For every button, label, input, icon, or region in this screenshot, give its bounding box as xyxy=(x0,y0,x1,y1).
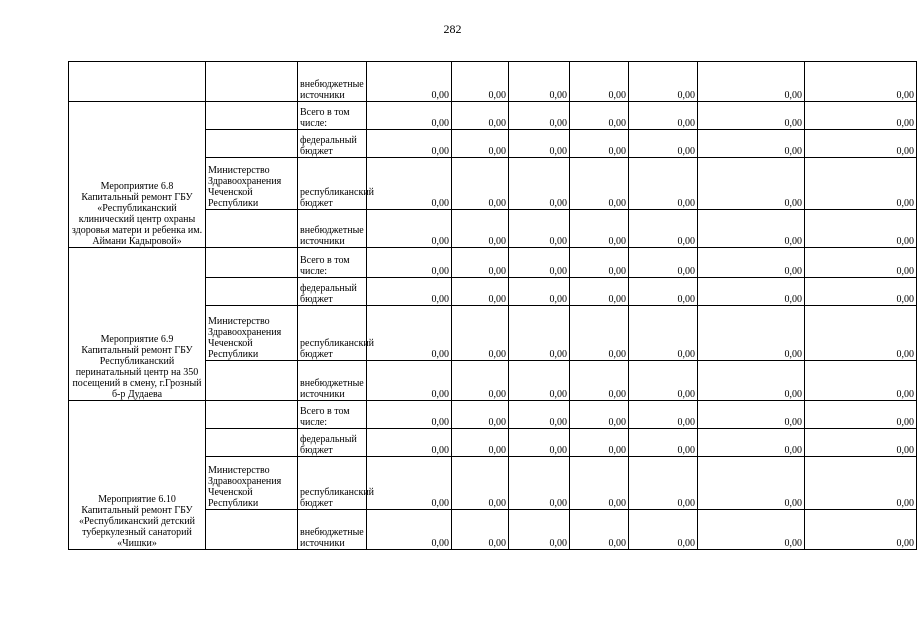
source-cell: Всего в том числе: xyxy=(298,102,367,130)
value-cell: 0,00 xyxy=(509,361,570,401)
value-cell: 0,00 xyxy=(805,429,917,457)
event-cell: Мероприятие 6.8 Капитальный ремонт ГБУ «Республиканский клинический центр охраны здоровья матери и ребенка им. Аймани Кадыровой» xyxy=(69,102,206,248)
source-cell: республиканский бюджет xyxy=(298,158,367,210)
value-cell: 0,00 xyxy=(805,278,917,306)
value-cell: 0,00 xyxy=(805,130,917,158)
value-cell: 0,00 xyxy=(698,429,805,457)
value-cell: 0,00 xyxy=(698,457,805,510)
value-cell: 0,00 xyxy=(629,429,698,457)
executor-cell xyxy=(206,510,298,550)
value-cell: 0,00 xyxy=(509,210,570,248)
value-cell: 0,00 xyxy=(452,306,509,361)
value-cell: 0,00 xyxy=(367,457,452,510)
value-cell: 0,00 xyxy=(452,510,509,550)
value-cell: 0,00 xyxy=(509,306,570,361)
value-cell: 0,00 xyxy=(805,457,917,510)
executor-cell xyxy=(206,62,298,102)
value-cell: 0,00 xyxy=(570,102,629,130)
value-cell: 0,00 xyxy=(698,306,805,361)
executor-cell xyxy=(206,278,298,306)
executor-cell: Министерство Здравоохранения Чеченской Республики xyxy=(206,306,298,361)
table-row xyxy=(69,102,917,130)
executor-cell xyxy=(206,429,298,457)
value-cell: 0,00 xyxy=(629,62,698,102)
value-cell: 0,00 xyxy=(509,510,570,550)
value-cell: 0,00 xyxy=(805,210,917,248)
executor-cell xyxy=(206,102,298,130)
value-cell: 0,00 xyxy=(698,401,805,429)
value-cell: 0,00 xyxy=(570,429,629,457)
value-cell: 0,00 xyxy=(452,62,509,102)
value-cell: 0,00 xyxy=(698,248,805,278)
table-row xyxy=(69,248,917,278)
value-cell: 0,00 xyxy=(509,102,570,130)
value-cell: 0,00 xyxy=(367,158,452,210)
source-cell: внебюджетные источники xyxy=(298,361,367,401)
value-cell: 0,00 xyxy=(452,102,509,130)
source-cell: федеральный бюджет xyxy=(298,130,367,158)
value-cell: 0,00 xyxy=(509,401,570,429)
executor-cell: Министерство Здравоохранения Чеченской Республики xyxy=(206,158,298,210)
executor-cell: Министерство Здравоохранения Чеченской Республики xyxy=(206,457,298,510)
value-cell: 0,00 xyxy=(367,62,452,102)
value-cell: 0,00 xyxy=(367,361,452,401)
value-cell: 0,00 xyxy=(367,510,452,550)
value-cell: 0,00 xyxy=(805,158,917,210)
value-cell: 0,00 xyxy=(509,158,570,210)
value-cell: 0,00 xyxy=(570,158,629,210)
value-cell: 0,00 xyxy=(452,248,509,278)
budget-table xyxy=(68,61,917,550)
value-cell: 0,00 xyxy=(698,210,805,248)
source-cell: внебюджетные источники xyxy=(298,62,367,102)
value-cell: 0,00 xyxy=(367,278,452,306)
value-cell: 0,00 xyxy=(805,102,917,130)
value-cell: 0,00 xyxy=(805,62,917,102)
value-cell: 0,00 xyxy=(367,102,452,130)
source-cell: федеральный бюджет xyxy=(298,278,367,306)
value-cell: 0,00 xyxy=(698,278,805,306)
source-cell: республиканский бюджет xyxy=(298,306,367,361)
value-cell: 0,00 xyxy=(629,278,698,306)
table-body xyxy=(69,62,917,550)
table-row xyxy=(69,62,917,102)
value-cell: 0,00 xyxy=(805,306,917,361)
value-cell: 0,00 xyxy=(367,210,452,248)
value-cell: 0,00 xyxy=(570,401,629,429)
value-cell: 0,00 xyxy=(452,401,509,429)
value-cell: 0,00 xyxy=(698,62,805,102)
value-cell: 0,00 xyxy=(570,306,629,361)
page-number: 282 xyxy=(443,22,462,36)
value-cell: 0,00 xyxy=(805,361,917,401)
value-cell: 0,00 xyxy=(509,278,570,306)
value-cell: 0,00 xyxy=(629,248,698,278)
value-cell: 0,00 xyxy=(509,457,570,510)
value-cell: 0,00 xyxy=(570,510,629,550)
value-cell: 0,00 xyxy=(452,210,509,248)
value-cell: 0,00 xyxy=(367,306,452,361)
executor-cell xyxy=(206,130,298,158)
value-cell: 0,00 xyxy=(629,510,698,550)
value-cell: 0,00 xyxy=(367,429,452,457)
value-cell: 0,00 xyxy=(629,210,698,248)
value-cell: 0,00 xyxy=(452,278,509,306)
value-cell: 0,00 xyxy=(698,510,805,550)
source-cell: внебюджетные источники xyxy=(298,510,367,550)
value-cell: 0,00 xyxy=(367,401,452,429)
value-cell: 0,00 xyxy=(698,130,805,158)
source-cell: Всего в том числе: xyxy=(298,401,367,429)
value-cell: 0,00 xyxy=(570,248,629,278)
executor-cell xyxy=(206,361,298,401)
source-cell: внебюджетные источники xyxy=(298,210,367,248)
value-cell: 0,00 xyxy=(698,102,805,130)
value-cell: 0,00 xyxy=(509,248,570,278)
value-cell: 0,00 xyxy=(805,401,917,429)
value-cell: 0,00 xyxy=(698,361,805,401)
value-cell: 0,00 xyxy=(509,429,570,457)
value-cell: 0,00 xyxy=(629,130,698,158)
value-cell: 0,00 xyxy=(805,248,917,278)
source-cell: федеральный бюджет xyxy=(298,429,367,457)
value-cell: 0,00 xyxy=(629,401,698,429)
source-cell: республиканский бюджет xyxy=(298,457,367,510)
value-cell: 0,00 xyxy=(367,248,452,278)
value-cell: 0,00 xyxy=(452,429,509,457)
executor-cell xyxy=(206,210,298,248)
value-cell: 0,00 xyxy=(629,361,698,401)
value-cell: 0,00 xyxy=(805,510,917,550)
executor-cell xyxy=(206,401,298,429)
table-row xyxy=(69,401,917,429)
value-cell: 0,00 xyxy=(570,361,629,401)
value-cell: 0,00 xyxy=(509,130,570,158)
value-cell: 0,00 xyxy=(629,306,698,361)
value-cell: 0,00 xyxy=(570,210,629,248)
value-cell: 0,00 xyxy=(570,62,629,102)
event-cell xyxy=(69,62,206,102)
value-cell: 0,00 xyxy=(452,361,509,401)
value-cell: 0,00 xyxy=(452,457,509,510)
value-cell: 0,00 xyxy=(452,130,509,158)
value-cell: 0,00 xyxy=(509,62,570,102)
value-cell: 0,00 xyxy=(629,457,698,510)
value-cell: 0,00 xyxy=(570,278,629,306)
value-cell: 0,00 xyxy=(698,158,805,210)
value-cell: 0,00 xyxy=(629,102,698,130)
value-cell: 0,00 xyxy=(570,457,629,510)
value-cell: 0,00 xyxy=(452,158,509,210)
value-cell: 0,00 xyxy=(629,158,698,210)
event-cell: Мероприятие 6.9 Капитальный ремонт ГБУ Республиканский перинатальный центр на 350 посещений в смену, г.Грозный б-р Дудаева xyxy=(69,248,206,401)
value-cell: 0,00 xyxy=(570,130,629,158)
event-cell: Мероприятие 6.10 Капитальный ремонт ГБУ «Республиканский детский туберкулезный санаторий «Чишки» xyxy=(69,401,206,550)
source-cell: Всего в том числе: xyxy=(298,248,367,278)
executor-cell xyxy=(206,248,298,278)
value-cell: 0,00 xyxy=(367,130,452,158)
